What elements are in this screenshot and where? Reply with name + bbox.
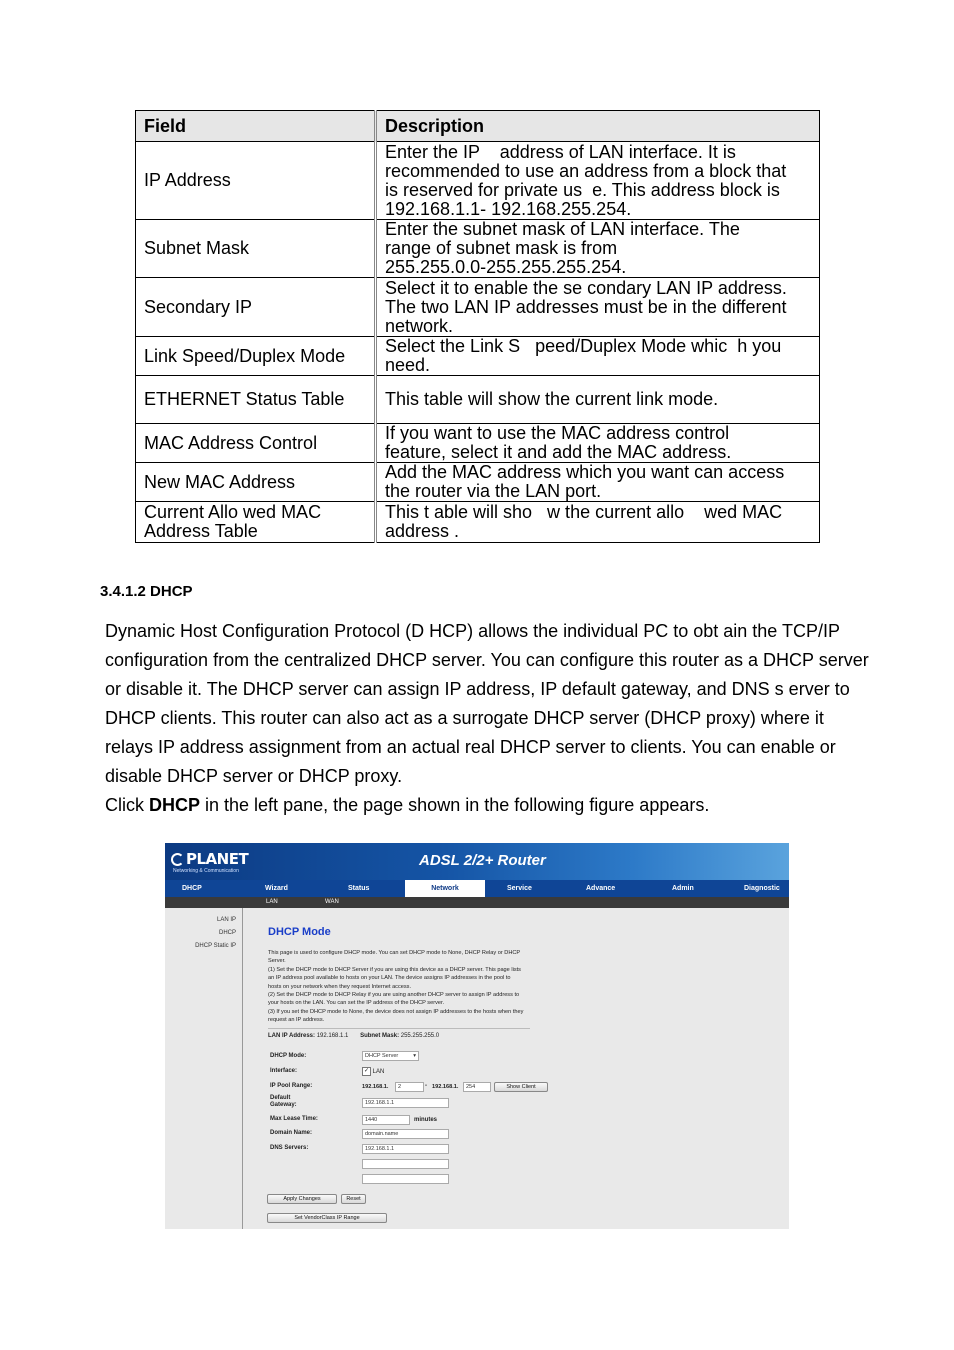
description-line: If you want to use the MAC address control [385, 423, 730, 443]
description-line: (2) Set the DHCP mode to DHCP Relay if you are using another DHCP server to assign IP address to [268, 992, 520, 999]
description-line: Add the MAC address which you want can access [385, 462, 785, 482]
lease-input[interactable]: 1440 [362, 1115, 410, 1125]
description-cell [376, 278, 820, 337]
section-heading: 3.4.1.2 DHCP [100, 583, 193, 600]
field-cell: New MAC Address [136, 463, 376, 502]
tab-advance[interactable]: Advance [586, 885, 616, 892]
description-line: address . [385, 521, 460, 541]
lan-checkbox[interactable]: ✓ [363, 1068, 370, 1074]
current-section-label: DHCP [182, 885, 202, 892]
field-cell: Link Speed/Duplex Mode [136, 337, 376, 376]
dns-label: DNS Servers: [270, 1145, 309, 1151]
domain-input[interactable]: domain.name [362, 1129, 449, 1139]
description-cell [376, 142, 820, 220]
logo-text: PLANET [186, 850, 249, 868]
pool-label: IP Pool Range: [270, 1083, 313, 1089]
header-description: Description [376, 111, 820, 142]
field-cell: Secondary IP [136, 278, 376, 337]
field-cell: MAC Address Control [136, 424, 376, 463]
description-line: your hosts on the LAN. You can set the IP address of the DHCP server. [268, 1000, 445, 1007]
table-row [136, 337, 820, 376]
description-line: This page is used to configure DHCP mode. You can set DHCP mode to None, DHCP Relay or DHCP [268, 950, 521, 956]
tab-admin[interactable]: Admin [672, 885, 694, 892]
gateway-input[interactable]: 192.168.1.1 [362, 1098, 449, 1108]
click-instruction [105, 791, 875, 820]
show-client-button[interactable]: Show Client [494, 1082, 548, 1092]
description-line: the router via the LAN port. [385, 481, 602, 501]
domain-label: Domain Name: [270, 1130, 313, 1136]
sidebar-item-lan-ip[interactable]: LAN IP [216, 917, 236, 923]
tab-service[interactable]: Service [507, 885, 532, 892]
description-line: hosts on your network when they request Internet access. [268, 983, 412, 990]
table-row [136, 424, 820, 463]
description-line: Enter the IP address of LAN interface. It is [385, 141, 736, 162]
field-cell: Current Allo wed MAC Address Table [136, 502, 376, 543]
description-line: is reserved for private us e. This address block is [385, 179, 780, 200]
description-line: 192.168.1.1- 192.168.255.254. [385, 198, 632, 219]
description-cell [376, 376, 820, 424]
subnet-label: Subnet Mask: [360, 1033, 400, 1039]
description-line: an IP address pool available to hosts on your LAN. The device assigns IP addresses in the pool to [268, 975, 511, 982]
field-cell: Subnet Mask [136, 220, 376, 278]
divider [268, 1028, 530, 1029]
description-line: Enter the subnet mask of LAN interface. The [385, 219, 740, 239]
tab-wizard[interactable]: Wizard [265, 885, 288, 892]
sidebar-item-dhcp[interactable]: DHCP [218, 930, 236, 936]
page-description [268, 949, 583, 1025]
table-row [136, 278, 820, 337]
chevron-down-icon: ▾ [413, 1053, 416, 1059]
description-cell [376, 502, 820, 543]
table-row [136, 463, 820, 502]
click-suffix: in the left pane, the page shown in the following figure appears. [200, 795, 710, 815]
description-line: range of subnet mask is from [385, 238, 618, 258]
lease-unit: minutes [414, 1117, 438, 1123]
dhcp-mode-value: DHCP Server [365, 1053, 399, 1059]
set-vendorclass-button[interactable]: Set VendorClass IP Range [267, 1213, 387, 1223]
dns-input-2[interactable] [362, 1159, 449, 1169]
lan-ip-value: 192.168.1.1 [316, 1033, 349, 1039]
router-banner [165, 843, 789, 880]
pool-end-prefix: 192.168.1. [432, 1084, 459, 1090]
dhcp-mode-select[interactable] [362, 1051, 419, 1061]
table-row [136, 376, 820, 424]
pool-dash: - [425, 1083, 427, 1089]
field-cell: IP Address [136, 142, 376, 220]
tab-diagnostic[interactable]: Diagnostic [744, 885, 780, 892]
field-description-table [135, 110, 820, 543]
main-panel [243, 908, 789, 1229]
click-prefix: Click [105, 795, 149, 815]
description-cell [376, 424, 820, 463]
main-nav [165, 880, 789, 897]
dns-input-1[interactable]: 192.168.1.1 [362, 1144, 449, 1154]
table-row [136, 502, 820, 543]
description-line: This t able will sho w the current allo wed MAC [385, 502, 783, 522]
dhcp-paragraph: Dynamic Host Configuration Protocol (D HCP) allows the individual PC to obt ain the TCP/IP configuration from the centralized DHCP server. You can configure this router as a DHCP server or disable it. The DHCP server can assign IP address, IP default gateway, and DNS s erver to DHCP clients. This router can also act as a surrogate DHCP server (DHCP proxy) where it relays IP address assignment from an actual real DHCP server to clients. You can enable or disable DHCP server or DHCP proxy. [105, 621, 869, 786]
pool-end-input[interactable]: 254 [463, 1082, 491, 1092]
tab-status[interactable]: Status [348, 885, 370, 892]
body-text [105, 617, 875, 820]
sidebar [165, 908, 243, 1229]
pool-start-input[interactable]: 2 [395, 1082, 424, 1092]
description-line: Server. [268, 958, 286, 965]
gateway-label-2: Gateway: [270, 1102, 297, 1108]
logo-tagline: Networking & Communication [173, 868, 239, 874]
dns-input-3[interactable] [362, 1174, 449, 1184]
sidebar-item-dhcp-static-ip[interactable]: DHCP Static IP [195, 943, 236, 949]
reset-button[interactable]: Reset [341, 1194, 366, 1204]
description-line: request an IP address. [268, 1017, 325, 1024]
table-header-row [136, 111, 820, 142]
subtab-lan[interactable]: LAN [266, 899, 278, 905]
description-cell [376, 220, 820, 278]
table-row [136, 142, 820, 220]
tab-network[interactable]: Network [405, 880, 485, 897]
apply-changes-button[interactable]: Apply Changes [267, 1194, 337, 1204]
subnet-value: 255.255.255.0 [400, 1033, 440, 1039]
interface-label: Interface: [270, 1068, 298, 1074]
description-line: The two LAN IP addresses must be in the different [385, 296, 787, 317]
description-line: 255.255.0.0-255.255.255.254. [385, 257, 627, 277]
table-row [136, 220, 820, 278]
description-line: Select it to enable the se condary LAN IP address. [385, 277, 787, 298]
description-cell [376, 337, 820, 376]
pool-start-prefix: 192.168.1. [362, 1084, 389, 1090]
field-cell: ETHERNET Status Table [136, 376, 376, 424]
router-screenshot [165, 843, 789, 1229]
planet-logo-icon [171, 853, 184, 866]
description-line: (1) Set the DHCP mode to DHCP Server if you are using this device as a DHCP server. This page lists [268, 966, 521, 973]
gateway-label-1: Default [270, 1095, 291, 1101]
lease-label: Max Lease Time: [270, 1116, 318, 1122]
page-title: DHCP Mode [268, 926, 331, 938]
description-line: network. [385, 315, 454, 336]
description-line: recommended to use an address from a block that [385, 160, 787, 181]
product-name: ADSL 2/2+ Router [419, 852, 546, 869]
interface-value: LAN [372, 1069, 385, 1076]
dhcp-mode-label: DHCP Mode: [270, 1053, 307, 1059]
subtab-wan[interactable]: WAN [325, 899, 339, 905]
lan-info [268, 1033, 439, 1039]
description-line: Select the Link S peed/Duplex Mode whic h you [385, 336, 782, 356]
description-line: feature, select it and add the MAC address. [385, 442, 732, 462]
click-bold: DHCP [149, 795, 201, 815]
description-line: This table will show the current link mode. [385, 389, 719, 409]
lan-ip-label: LAN IP Address: [268, 1033, 316, 1039]
planet-logo [171, 850, 248, 868]
sub-nav [165, 897, 789, 908]
description-cell [376, 463, 820, 502]
interface-option [362, 1067, 384, 1076]
description-line: need. [385, 355, 431, 375]
header-field: Field [136, 111, 376, 142]
description-line: (3) If you set the DHCP mode to None, the device does not assign IP addresses to the hosts when they [268, 1008, 524, 1015]
